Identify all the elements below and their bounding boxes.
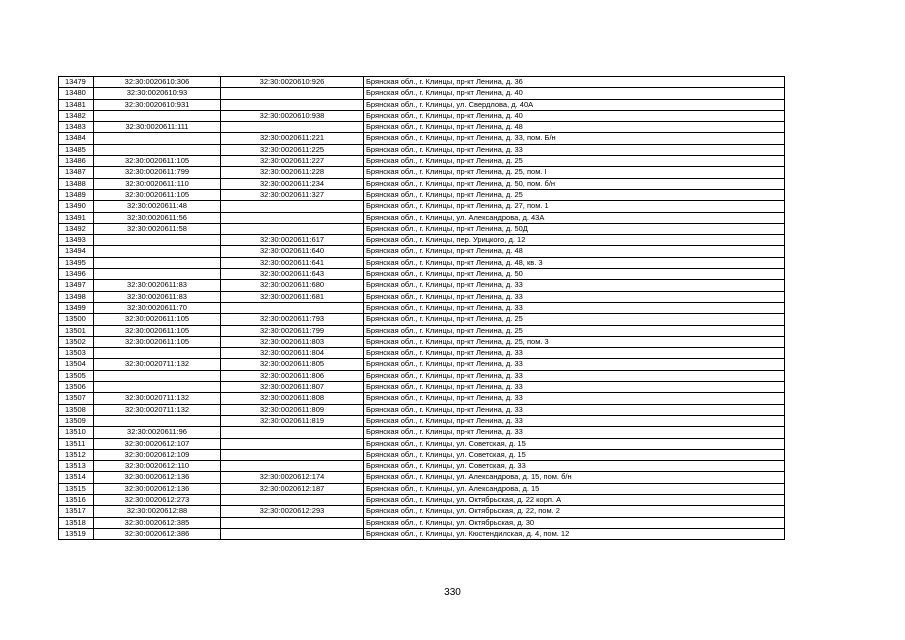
address-cell: Брянская обл., г. Клинцы, ул. Советская, д. 33	[364, 461, 785, 472]
property-table-body	[59, 77, 785, 540]
object-cadastral-number-cell: 32:30:0020612:174	[221, 472, 364, 483]
object-cadastral-number-cell: 32:30:0020611:807	[221, 382, 364, 393]
address-cell: Брянская обл., г. Клинцы, пр-кт Ленина, д. 25, пом. 3	[364, 336, 785, 347]
object-cadastral-number-cell	[221, 461, 364, 472]
cadastral-number-cell: 32:30:0020611:110	[94, 178, 221, 189]
address-cell: Брянская обл., г. Клинцы, ул. Советская, д. 15	[364, 449, 785, 460]
row-number-cell: 13507	[59, 393, 94, 404]
table-row	[59, 314, 785, 325]
object-cadastral-number-cell: 32:30:0020611:793	[221, 314, 364, 325]
cadastral-number-cell: 32:30:0020610:93	[94, 88, 221, 99]
address-cell: Брянская обл., г. Клинцы, пр-кт Ленина, д. 33	[364, 370, 785, 381]
cadastral-number-cell: 32:30:0020611:56	[94, 212, 221, 223]
address-cell: Брянская обл., г. Клинцы, пр-кт Ленина, д. 33	[364, 359, 785, 370]
address-cell: Брянская обл., г. Клинцы, пр-кт Ленина, д. 33	[364, 144, 785, 155]
row-number-cell: 13489	[59, 189, 94, 200]
address-cell: Брянская обл., г. Клинцы, пр-кт Ленина, д. 48, кв. 3	[364, 257, 785, 268]
row-number-cell: 13519	[59, 528, 94, 539]
property-table	[58, 76, 785, 540]
cadastral-number-cell: 32:30:0020612:273	[94, 494, 221, 505]
cadastral-number-cell: 32:30:0020611:799	[94, 167, 221, 178]
row-number-cell: 13492	[59, 223, 94, 234]
address-cell: Брянская обл., г. Клинцы, пр-кт Ленина, д. 33	[364, 291, 785, 302]
row-number-cell: 13491	[59, 212, 94, 223]
row-number-cell: 13503	[59, 348, 94, 359]
row-number-cell: 13513	[59, 461, 94, 472]
cadastral-number-cell: 32:30:0020611:105	[94, 189, 221, 200]
cadastral-number-cell: 32:30:0020611:83	[94, 280, 221, 291]
row-number-cell: 13506	[59, 382, 94, 393]
address-cell: Брянская обл., г. Клинцы, пр-кт Ленина, д. 33, пом. Б/н	[364, 133, 785, 144]
row-number-cell: 13479	[59, 77, 94, 88]
object-cadastral-number-cell: 32:30:0020611:228	[221, 167, 364, 178]
cadastral-number-cell: 32:30:0020611:105	[94, 314, 221, 325]
row-number-cell: 13484	[59, 133, 94, 144]
table-row	[59, 235, 785, 246]
object-cadastral-number-cell: 32:30:0020612:293	[221, 506, 364, 517]
table-row	[59, 167, 785, 178]
address-cell: Брянская обл., г. Клинцы, ул. Октябрьская, д. 22 корп. А	[364, 494, 785, 505]
cadastral-number-cell	[94, 110, 221, 121]
address-cell: Брянская обл., г. Клинцы, ул. Александрова, д. 15, пом. б/н	[364, 472, 785, 483]
address-cell: Брянская обл., г. Клинцы, пр-кт Ленина, д. 40	[364, 110, 785, 121]
table-row	[59, 370, 785, 381]
row-number-cell: 13482	[59, 110, 94, 121]
table-row	[59, 438, 785, 449]
object-cadastral-number-cell	[221, 99, 364, 110]
table-row	[59, 449, 785, 460]
address-cell: Брянская обл., г. Клинцы, ул. Александрова, д. 15	[364, 483, 785, 494]
cadastral-number-cell: 32:30:0020611:48	[94, 201, 221, 212]
table-row	[59, 269, 785, 280]
address-cell: Брянская обл., г. Клинцы, пр-кт Ленина, д. 48	[364, 246, 785, 257]
row-number-cell: 13480	[59, 88, 94, 99]
object-cadastral-number-cell	[221, 438, 364, 449]
row-number-cell: 13498	[59, 291, 94, 302]
table-row	[59, 415, 785, 426]
table-row	[59, 246, 785, 257]
row-number-cell: 13486	[59, 156, 94, 167]
row-number-cell: 13511	[59, 438, 94, 449]
object-cadastral-number-cell: 32:30:0020610:938	[221, 110, 364, 121]
row-number-cell: 13500	[59, 314, 94, 325]
cadastral-number-cell: 32:30:0020610:931	[94, 99, 221, 110]
cadastral-number-cell: 32:30:0020611:83	[94, 291, 221, 302]
object-cadastral-number-cell: 32:30:0020611:227	[221, 156, 364, 167]
object-cadastral-number-cell	[221, 449, 364, 460]
table-row	[59, 77, 785, 88]
row-number-cell: 13483	[59, 122, 94, 133]
table-row	[59, 133, 785, 144]
table-row	[59, 302, 785, 313]
address-cell: Брянская обл., г. Клинцы, пр-кт Ленина, д. 50, пом. б/н	[364, 178, 785, 189]
object-cadastral-number-cell: 32:30:0020611:809	[221, 404, 364, 415]
cadastral-number-cell: 32:30:0020612:109	[94, 449, 221, 460]
row-number-cell: 13501	[59, 325, 94, 336]
row-number-cell: 13508	[59, 404, 94, 415]
object-cadastral-number-cell: 32:30:0020610:926	[221, 77, 364, 88]
table-row	[59, 528, 785, 539]
address-cell: Брянская обл., г. Клинцы, пер. Урицкого, д. 12	[364, 235, 785, 246]
row-number-cell: 13515	[59, 483, 94, 494]
table-row	[59, 280, 785, 291]
object-cadastral-number-cell: 32:30:0020611:803	[221, 336, 364, 347]
cadastral-number-cell: 32:30:0020711:132	[94, 404, 221, 415]
address-cell: Брянская обл., г. Клинцы, пр-кт Ленина, д. 25	[364, 156, 785, 167]
address-cell: Брянская обл., г. Клинцы, пр-кт Ленина, д. 33	[364, 427, 785, 438]
row-number-cell: 13516	[59, 494, 94, 505]
address-cell: Брянская обл., г. Клинцы, пр-кт Ленина, д. 50	[364, 269, 785, 280]
table-row	[59, 393, 785, 404]
object-cadastral-number-cell	[221, 302, 364, 313]
address-cell: Брянская обл., г. Клинцы, пр-кт Ленина, д. 33	[364, 393, 785, 404]
cadastral-number-cell: 32:30:0020611:105	[94, 336, 221, 347]
address-cell: Брянская обл., г. Клинцы, пр-кт Ленина, д. 27, пом. 1	[364, 201, 785, 212]
row-number-cell: 13494	[59, 246, 94, 257]
table-row	[59, 517, 785, 528]
address-cell: Брянская обл., г. Клинцы, пр-кт Ленина, д. 48	[364, 122, 785, 133]
object-cadastral-number-cell: 32:30:0020611:617	[221, 235, 364, 246]
cadastral-number-cell: 32:30:0020711:132	[94, 359, 221, 370]
object-cadastral-number-cell	[221, 122, 364, 133]
table-row	[59, 472, 785, 483]
cadastral-number-cell	[94, 144, 221, 155]
row-number-cell: 13510	[59, 427, 94, 438]
row-number-cell: 13490	[59, 201, 94, 212]
object-cadastral-number-cell	[221, 223, 364, 234]
table-row	[59, 483, 785, 494]
cadastral-number-cell	[94, 257, 221, 268]
cadastral-number-cell: 32:30:0020611:70	[94, 302, 221, 313]
table-row	[59, 223, 785, 234]
row-number-cell: 13502	[59, 336, 94, 347]
address-cell: Брянская обл., г. Клинцы, пр-кт Ленина, д. 33	[364, 404, 785, 415]
object-cadastral-number-cell: 32:30:0020611:806	[221, 370, 364, 381]
address-cell: Брянская обл., г. Клинцы, пр-кт Ленина, д. 25, пом. I	[364, 167, 785, 178]
row-number-cell: 13505	[59, 370, 94, 381]
object-cadastral-number-cell: 32:30:0020611:225	[221, 144, 364, 155]
address-cell: Брянская обл., г. Клинцы, пр-кт Ленина, д. 25	[364, 189, 785, 200]
object-cadastral-number-cell: 32:30:0020611:805	[221, 359, 364, 370]
row-number-cell: 13499	[59, 302, 94, 313]
object-cadastral-number-cell: 32:30:0020611:819	[221, 415, 364, 426]
table-row	[59, 122, 785, 133]
cadastral-number-cell: 32:30:0020611:105	[94, 325, 221, 336]
object-cadastral-number-cell: 32:30:0020611:804	[221, 348, 364, 359]
row-number-cell: 13497	[59, 280, 94, 291]
object-cadastral-number-cell	[221, 88, 364, 99]
address-cell: Брянская обл., г. Клинцы, ул. Советская, д. 15	[364, 438, 785, 449]
address-cell: Брянская обл., г. Клинцы, пр-кт Ленина, д. 36	[364, 77, 785, 88]
address-cell: Брянская обл., г. Клинцы, ул. Октябрьская, д. 30	[364, 517, 785, 528]
table-row	[59, 257, 785, 268]
address-cell: Брянская обл., г. Клинцы, пр-кт Ленина, д. 33	[364, 348, 785, 359]
page-number: 330	[444, 587, 461, 598]
table-row	[59, 348, 785, 359]
table-row	[59, 144, 785, 155]
row-number-cell: 13493	[59, 235, 94, 246]
cadastral-number-cell: 32:30:0020612:88	[94, 506, 221, 517]
object-cadastral-number-cell: 32:30:0020611:641	[221, 257, 364, 268]
cadastral-number-cell	[94, 415, 221, 426]
table-row	[59, 336, 785, 347]
cadastral-number-cell	[94, 370, 221, 381]
object-cadastral-number-cell: 32:30:0020611:680	[221, 280, 364, 291]
table-row	[59, 461, 785, 472]
row-number-cell: 13504	[59, 359, 94, 370]
cadastral-number-cell: 32:30:0020611:58	[94, 223, 221, 234]
address-cell: Брянская обл., г. Клинцы, пр-кт Ленина, д. 33	[364, 415, 785, 426]
object-cadastral-number-cell: 32:30:0020611:799	[221, 325, 364, 336]
table-row	[59, 359, 785, 370]
row-number-cell: 13487	[59, 167, 94, 178]
row-number-cell: 13495	[59, 257, 94, 268]
address-cell: Брянская обл., г. Клинцы, ул. Октябрьская, д. 22, пом. 2	[364, 506, 785, 517]
cadastral-number-cell	[94, 269, 221, 280]
table-row	[59, 325, 785, 336]
table-row	[59, 156, 785, 167]
table-row	[59, 404, 785, 415]
table-row	[59, 382, 785, 393]
row-number-cell: 13485	[59, 144, 94, 155]
address-cell: Брянская обл., г. Клинцы, пр-кт Ленина, д. 40	[364, 88, 785, 99]
address-cell: Брянская обл., г. Клинцы, ул. Александрова, д. 43А	[364, 212, 785, 223]
cadastral-number-cell: 32:30:0020612:110	[94, 461, 221, 472]
object-cadastral-number-cell	[221, 494, 364, 505]
object-cadastral-number-cell: 32:30:0020612:187	[221, 483, 364, 494]
object-cadastral-number-cell: 32:30:0020611:681	[221, 291, 364, 302]
address-cell: Брянская обл., г. Клинцы, пр-кт Ленина, д. 33	[364, 280, 785, 291]
table-row	[59, 201, 785, 212]
table-row	[59, 291, 785, 302]
object-cadastral-number-cell	[221, 528, 364, 539]
row-number-cell: 13514	[59, 472, 94, 483]
cadastral-number-cell: 32:30:0020711:132	[94, 393, 221, 404]
cadastral-number-cell	[94, 382, 221, 393]
table-row	[59, 212, 785, 223]
object-cadastral-number-cell	[221, 427, 364, 438]
object-cadastral-number-cell: 32:30:0020611:327	[221, 189, 364, 200]
row-number-cell: 13518	[59, 517, 94, 528]
table-row	[59, 494, 785, 505]
cadastral-number-cell: 32:30:0020612:107	[94, 438, 221, 449]
row-number-cell: 13509	[59, 415, 94, 426]
address-cell: Брянская обл., г. Клинцы, пр-кт Ленина, д. 25	[364, 314, 785, 325]
table-row	[59, 506, 785, 517]
cadastral-number-cell: 32:30:0020611:111	[94, 122, 221, 133]
cadastral-number-cell	[94, 246, 221, 257]
cadastral-number-cell	[94, 133, 221, 144]
cadastral-number-cell: 32:30:0020612:136	[94, 472, 221, 483]
object-cadastral-number-cell	[221, 212, 364, 223]
row-number-cell: 13517	[59, 506, 94, 517]
cadastral-number-cell: 32:30:0020611:96	[94, 427, 221, 438]
address-cell: Брянская обл., г. Клинцы, ул. Свердлова, д. 40А	[364, 99, 785, 110]
object-cadastral-number-cell: 32:30:0020611:234	[221, 178, 364, 189]
row-number-cell: 13512	[59, 449, 94, 460]
table-row	[59, 189, 785, 200]
address-cell: Брянская обл., г. Клинцы, ул. Кюстендилская, д. 4, пом. 12	[364, 528, 785, 539]
table-row	[59, 427, 785, 438]
table-row	[59, 99, 785, 110]
cadastral-number-cell: 32:30:0020612:136	[94, 483, 221, 494]
object-cadastral-number-cell: 32:30:0020611:643	[221, 269, 364, 280]
table-row	[59, 178, 785, 189]
address-cell: Брянская обл., г. Клинцы, пр-кт Ленина, д. 33	[364, 302, 785, 313]
object-cadastral-number-cell: 32:30:0020611:808	[221, 393, 364, 404]
cadastral-number-cell: 32:30:0020612:386	[94, 528, 221, 539]
table-row	[59, 88, 785, 99]
table-row	[59, 110, 785, 121]
row-number-cell: 13496	[59, 269, 94, 280]
cadastral-number-cell: 32:30:0020610:306	[94, 77, 221, 88]
cadastral-number-cell: 32:30:0020611:105	[94, 156, 221, 167]
address-cell: Брянская обл., г. Клинцы, пр-кт Ленина, д. 50Д	[364, 223, 785, 234]
object-cadastral-number-cell: 32:30:0020611:640	[221, 246, 364, 257]
row-number-cell: 13488	[59, 178, 94, 189]
cadastral-number-cell: 32:30:0020612:385	[94, 517, 221, 528]
object-cadastral-number-cell	[221, 201, 364, 212]
row-number-cell: 13481	[59, 99, 94, 110]
object-cadastral-number-cell	[221, 517, 364, 528]
address-cell: Брянская обл., г. Клинцы, пр-кт Ленина, д. 33	[364, 382, 785, 393]
address-cell: Брянская обл., г. Клинцы, пр-кт Ленина, д. 25	[364, 325, 785, 336]
cadastral-number-cell	[94, 235, 221, 246]
object-cadastral-number-cell: 32:30:0020611:221	[221, 133, 364, 144]
cadastral-number-cell	[94, 348, 221, 359]
